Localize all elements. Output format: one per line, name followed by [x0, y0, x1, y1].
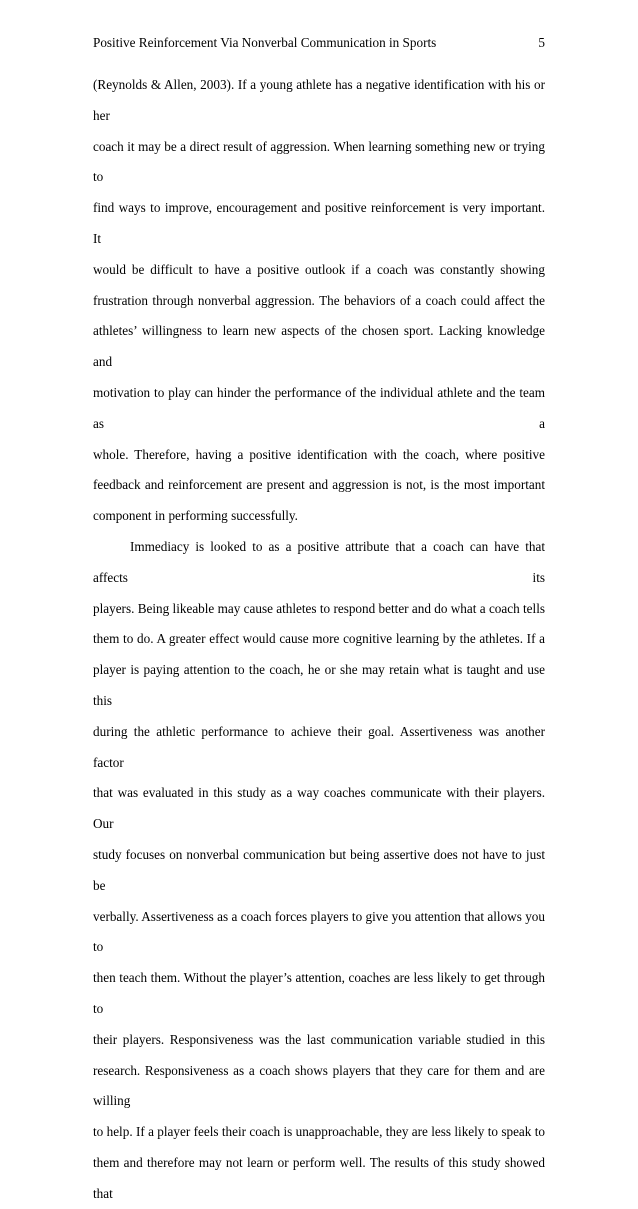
- text-line: verbally. Assertiveness as a coach forces players to give you attention that allows you to: [93, 908, 545, 955]
- text-line: research. Responsiveness as a coach shows players that they care for them and are willing: [93, 1062, 545, 1109]
- text-line: them to do. A greater effect would cause more cognitive learning by the athletes. If a: [93, 631, 545, 647]
- running-head: [93, 33, 545, 53]
- text-line: their players. Responsiveness was the last communication variable studied in this: [93, 1031, 545, 1047]
- text-line: frustration through nonverbal aggression. The behaviors of a coach could affect the: [93, 292, 545, 308]
- paragraph-1: [93, 70, 545, 532]
- text-line: then teach them. Without the player’s attention, coaches are less likely to get through to: [93, 970, 545, 1016]
- running-title: Positive Reinforcement Via Nonverbal Communication in Sports: [93, 35, 437, 50]
- text-line: players. Being likeable may cause athletes to respond better and do what a coach tells: [93, 600, 545, 616]
- page-number: 5: [538, 35, 545, 50]
- text-line: find ways to improve, encouragement and positive reinforcement is very important. It: [93, 200, 545, 246]
- text-line: Immediacy is looked to as a positive attribute that a coach can have that affects its: [93, 538, 545, 585]
- text-line: to help. If a player feels their coach is unapproachable, they are less likely to speak to: [93, 1124, 545, 1140]
- text-line: component in performing successfully.: [93, 508, 298, 524]
- text-line: would be difficult to have a positive outlook if a coach was constantly showing: [93, 261, 545, 277]
- text-line: player is paying attention to the coach, he or she may retain what is taught and use this: [93, 662, 545, 708]
- text-line: motivation to play can hinder the performance of the individual athlete and the team as a: [93, 384, 545, 431]
- body-text: [93, 70, 545, 1209]
- paragraph-2: [93, 532, 545, 1209]
- text-line: study focuses on nonverbal communication but being assertive does not have to just be: [93, 846, 545, 893]
- text-line: them and therefore may not learn or perform well. The results of this study showed that: [93, 1154, 545, 1201]
- text-line: feedback and reinforcement are present and aggression is not, is the most important: [93, 477, 545, 493]
- text-line: athletes’ willingness to learn new aspects of the chosen sport. Lacking knowledge and: [93, 323, 545, 370]
- text-line: coach it may be a direct result of aggression. When learning something new or trying to: [93, 138, 545, 185]
- text-line: (Reynolds & Allen, 2003). If a young athlete has a negative identification with his or her: [93, 77, 545, 123]
- text-line: during the athletic performance to achieve their goal. Assertiveness was another factor: [93, 723, 545, 770]
- text-line: whole. Therefore, having a positive identification with the coach, where positive: [93, 446, 545, 462]
- text-line: that was evaluated in this study as a way coaches communicate with their players. Our: [93, 785, 545, 832]
